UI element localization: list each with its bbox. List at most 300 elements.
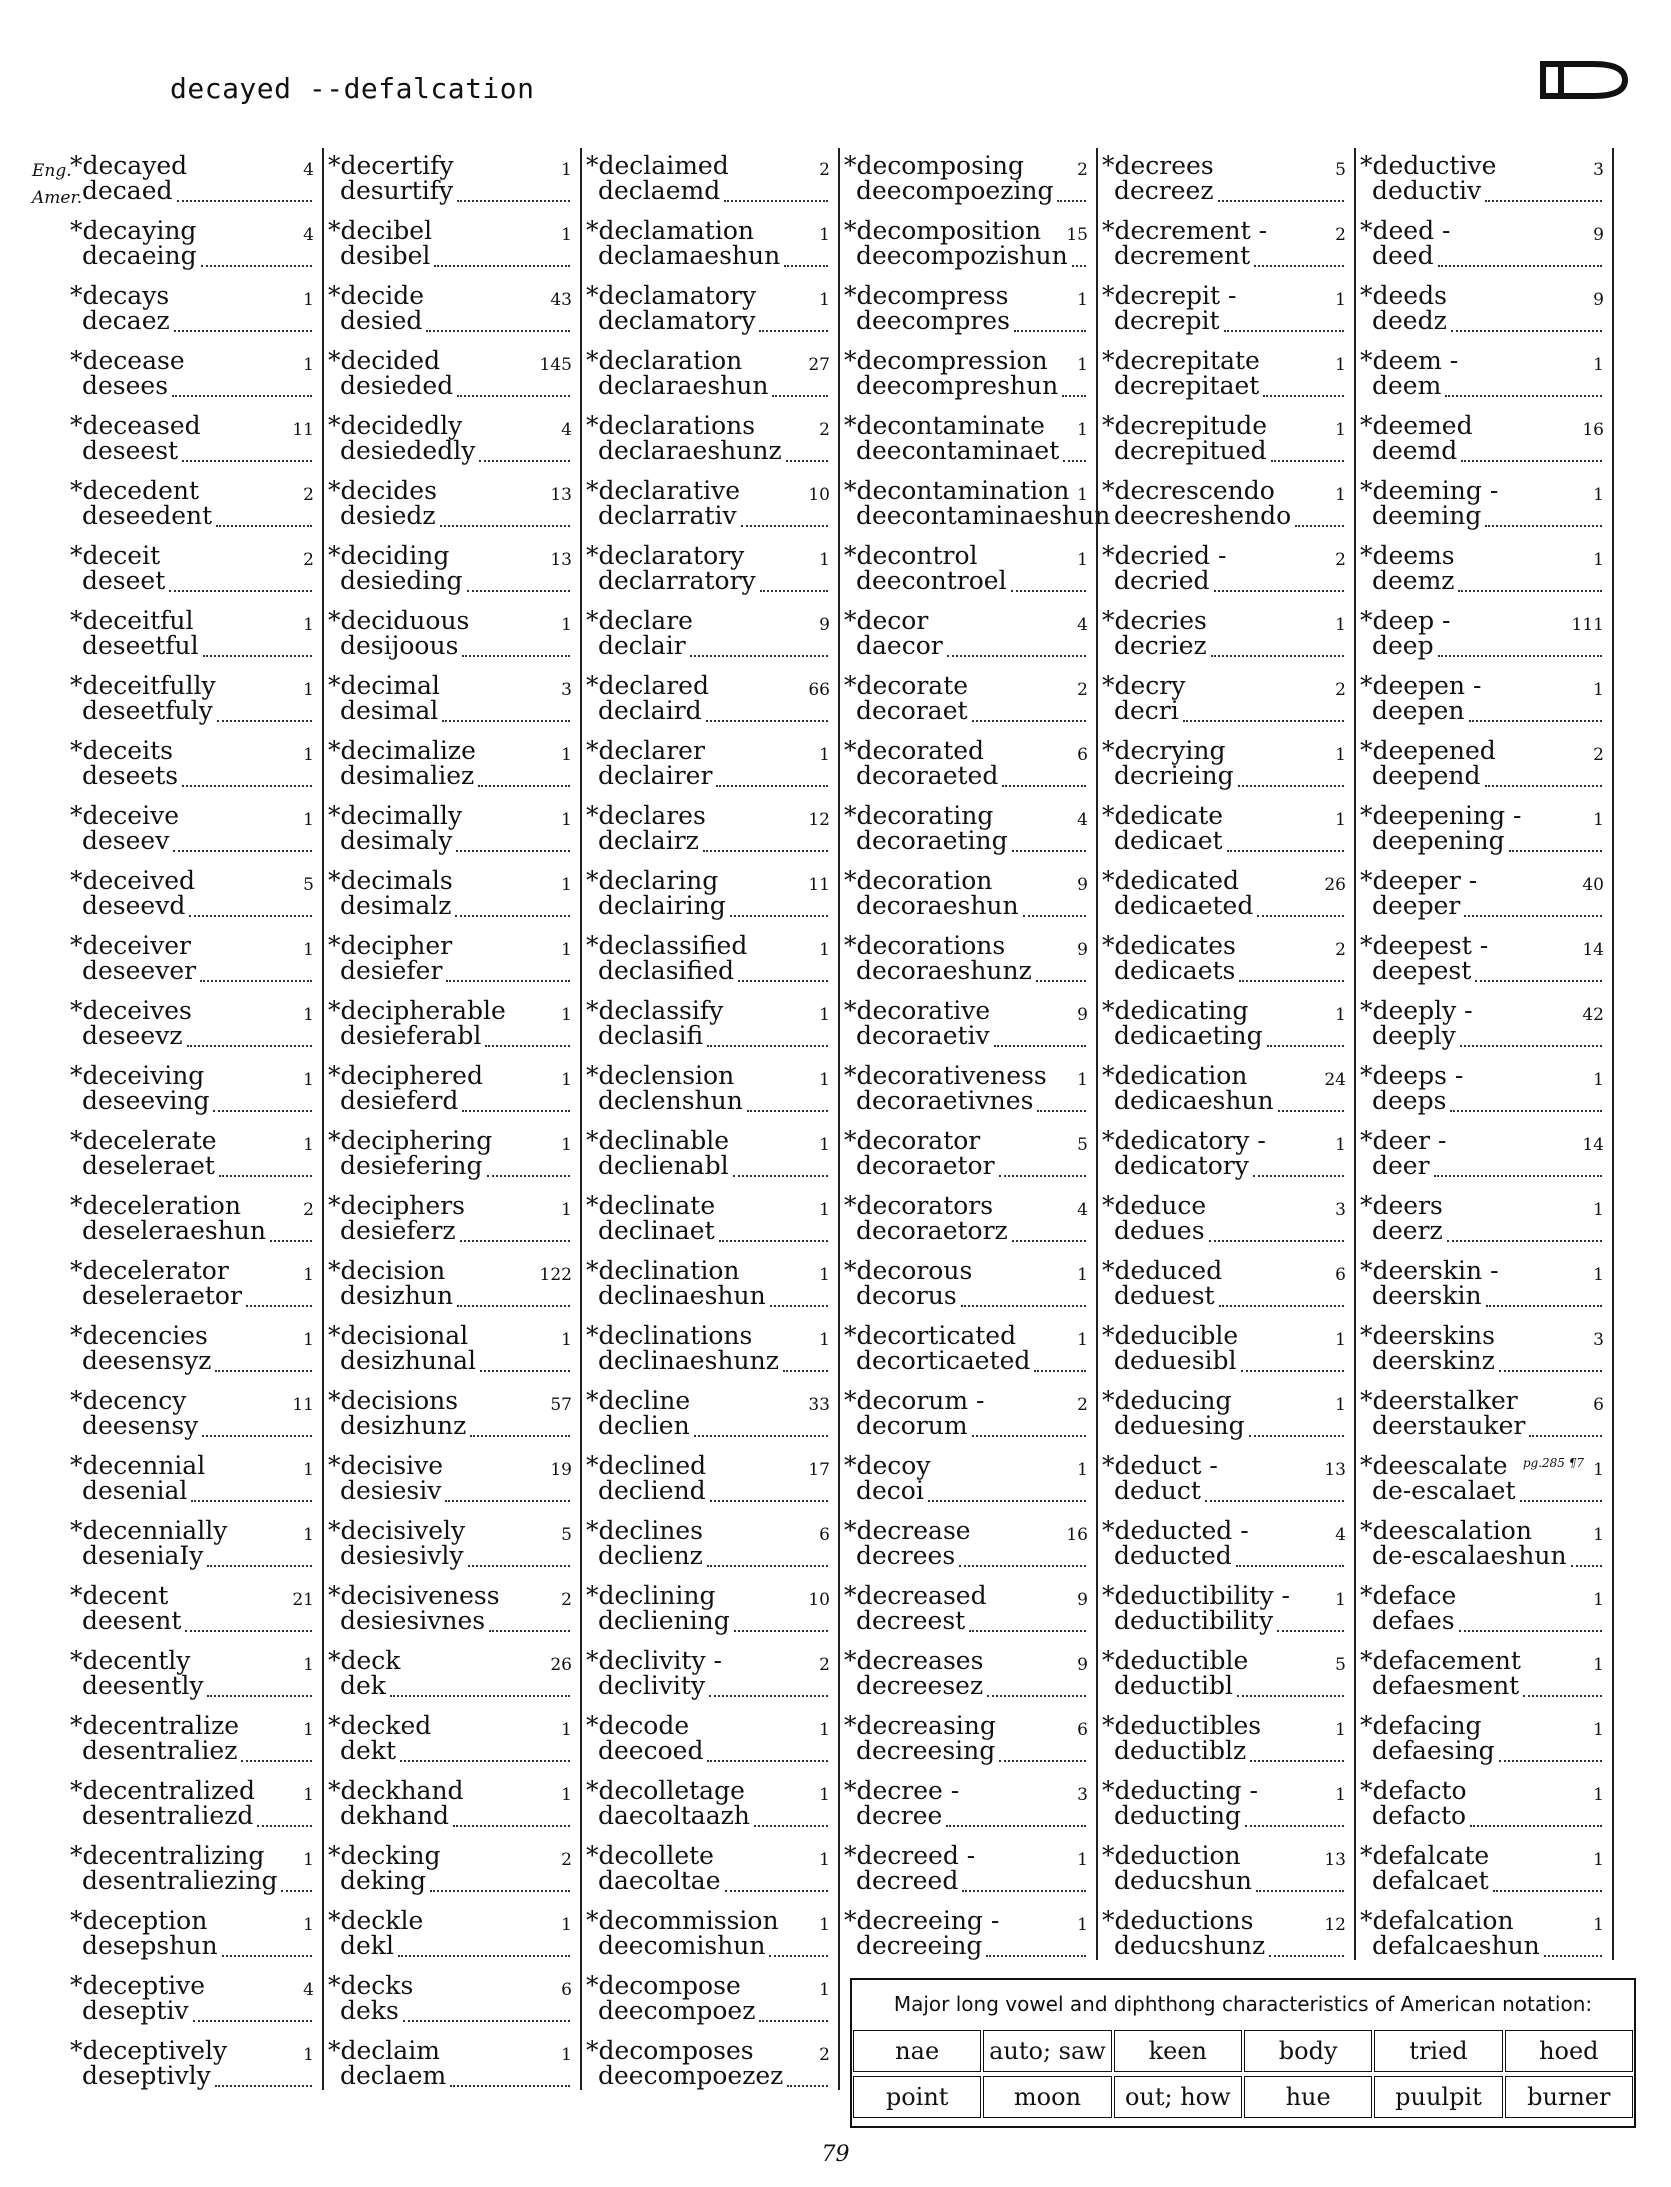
frequency-count: 1 (819, 1980, 830, 2000)
frequency-count: 1 (819, 1915, 830, 1935)
entry-row (70, 1643, 316, 1708)
dotted-leader (1254, 265, 1344, 267)
entry-row (586, 213, 832, 278)
english-word: *declassify (586, 996, 724, 1025)
english-word: *deceive (70, 801, 180, 830)
entry-row (1360, 473, 1606, 538)
english-word: *deems (1360, 541, 1455, 570)
american-spelling: deesensy (82, 1411, 199, 1440)
entry-row (328, 473, 574, 538)
eng-label: Eng. (32, 161, 72, 181)
dotted-leader (694, 1435, 828, 1437)
american-spelling: decoraeshun (856, 891, 1019, 920)
dotted-leader (462, 655, 570, 657)
dotted-leader (1295, 525, 1344, 527)
frequency-count: 1 (1593, 355, 1604, 375)
dotted-leader (1445, 395, 1602, 397)
dotted-leader (1529, 1435, 1602, 1437)
english-word: *dedicating (1102, 996, 1249, 1025)
entry-row (70, 343, 316, 408)
american-spelling: deecontroel (856, 566, 1007, 595)
entry-row (1102, 473, 1348, 538)
frequency-count: 57 (550, 1395, 572, 1415)
american-spelling: deesensyz (82, 1346, 212, 1375)
frequency-count: 1 (819, 290, 830, 310)
dotted-leader (1209, 1240, 1344, 1242)
frequency-count: 13 (550, 485, 572, 505)
american-spelling: desiesivnes (340, 1606, 486, 1635)
frequency-count: 1 (819, 1200, 830, 1220)
frequency-count: 1 (561, 615, 572, 635)
page-header-title: decayed --defalcation (170, 72, 535, 105)
american-spelling: de-escalaeshun (1372, 1541, 1567, 1570)
american-spelling: deepest (1372, 956, 1472, 985)
entry-row (586, 1643, 832, 1708)
english-word: *declaim (328, 2036, 440, 2065)
english-word: *declamatory (586, 281, 756, 310)
english-word: *decorator (844, 1126, 981, 1155)
frequency-count: 6 (1593, 1395, 1604, 1415)
frequency-count: 1 (1593, 550, 1604, 570)
american-spelling: deductibility (1114, 1606, 1274, 1635)
dotted-leader (719, 1240, 828, 1242)
english-word: *deepest - (1360, 931, 1489, 960)
american-spelling: deseetfuly (82, 696, 213, 725)
frequency-count: 1 (303, 1525, 314, 1545)
american-spelling: desiesiv (340, 1476, 442, 1505)
english-word: *decides (328, 476, 437, 505)
american-spelling: declamatory (598, 306, 756, 335)
frequency-count: 9 (1077, 1655, 1088, 1675)
american-spelling: dedicaeshun (1114, 1086, 1274, 1115)
frequency-count: 1 (303, 1330, 314, 1350)
entry-row (1102, 213, 1348, 278)
american-spelling: deseleraet (82, 1151, 215, 1180)
entry-row (1360, 1253, 1606, 1318)
entry-row (1102, 1318, 1348, 1383)
entry-row (844, 1318, 1090, 1383)
english-word: *deceit (70, 541, 161, 570)
dotted-leader (741, 525, 828, 527)
frequency-count: 1 (303, 1915, 314, 1935)
english-word: *deductions (1102, 1906, 1254, 1935)
dotted-leader (457, 200, 570, 202)
entry-row (844, 668, 1090, 733)
dotted-leader (1037, 1110, 1086, 1112)
american-spelling: desiefering (340, 1151, 483, 1180)
american-spelling: desieding (340, 566, 463, 595)
american-spelling: decorticaeted (856, 1346, 1031, 1375)
frequency-count: 14 (1582, 1135, 1604, 1155)
entry-row (70, 1383, 316, 1448)
english-word: *deduce (1102, 1191, 1207, 1220)
entry-row (844, 1578, 1090, 1643)
american-spelling: declinaeshunz (598, 1346, 779, 1375)
american-spelling: decrement (1114, 241, 1251, 270)
frequency-count: 1 (819, 225, 830, 245)
english-word: *deceiving (70, 1061, 205, 1090)
frequency-count: 11 (292, 1395, 314, 1415)
american-spelling: desizhun (340, 1281, 454, 1310)
dotted-leader (478, 785, 570, 787)
english-word: *deeming - (1360, 476, 1499, 505)
frequency-count: 122 (539, 1265, 572, 1285)
entry-row (70, 798, 316, 863)
american-spelling: deseeving (82, 1086, 210, 1115)
dotted-leader (710, 1500, 828, 1502)
entry-row (844, 1448, 1090, 1513)
english-word: *deescalation (1360, 1516, 1532, 1545)
dotted-leader (1269, 1955, 1344, 1957)
legend-cell: tried (1374, 2030, 1502, 2072)
dotted-leader (999, 1760, 1086, 1762)
american-spelling: desenial (82, 1476, 188, 1505)
entry-row (328, 603, 574, 668)
english-word: *deed - (1360, 216, 1451, 245)
american-spelling: dekl (340, 1931, 394, 1960)
frequency-count: 13 (1324, 1850, 1346, 1870)
entry-row (844, 1903, 1090, 1968)
american-spelling: deer (1372, 1151, 1430, 1180)
entry-row (328, 1903, 574, 1968)
entry-row (844, 1513, 1090, 1578)
english-word: *decks (328, 1971, 414, 2000)
entry-row (1360, 1643, 1606, 1708)
dotted-leader (709, 1695, 828, 1697)
entry-row (1360, 1903, 1606, 1968)
english-word: *deeds (1360, 281, 1447, 310)
dotted-leader (442, 720, 570, 722)
english-word: *declined (586, 1451, 707, 1480)
frequency-count: 43 (550, 290, 572, 310)
dotted-leader (1434, 1175, 1602, 1177)
american-spelling: desizhunz (340, 1411, 467, 1440)
entry-row (1102, 278, 1348, 343)
legend-cell: keen (1114, 2030, 1242, 2072)
dotted-leader (1451, 330, 1602, 332)
dotted-leader (1464, 915, 1602, 917)
entry-row (1102, 1708, 1348, 1773)
frequency-count: 4 (303, 225, 314, 245)
dotted-leader (207, 1565, 312, 1567)
american-spelling: decriez (1114, 631, 1207, 660)
american-spelling: desiesivly (340, 1541, 464, 1570)
american-spelling: decoi (856, 1476, 924, 1505)
frequency-count: 4 (303, 1980, 314, 2000)
frequency-count: 1 (1593, 810, 1604, 830)
frequency-count: 2 (303, 1200, 314, 1220)
entry-row (1102, 1773, 1348, 1838)
dotted-leader (1263, 395, 1344, 397)
dotted-leader (445, 1500, 570, 1502)
english-word: *deception (70, 1906, 208, 1935)
frequency-count: 1 (1077, 1265, 1088, 1285)
entry-row (844, 408, 1090, 473)
entry-row (1360, 213, 1606, 278)
dotted-leader (1238, 785, 1344, 787)
frequency-count: 5 (1335, 160, 1346, 180)
american-spelling: deecompozishun (856, 241, 1068, 270)
dotted-leader (1459, 1630, 1602, 1632)
dotted-leader (733, 1175, 828, 1177)
american-spelling: deepening (1372, 826, 1505, 855)
entry-row (1360, 1838, 1606, 1903)
frequency-count: 9 (819, 615, 830, 635)
entry-row (1360, 1513, 1606, 1578)
frequency-count: 2 (819, 160, 830, 180)
legend-cell: moon (983, 2076, 1111, 2118)
entry-row (328, 1058, 574, 1123)
american-spelling: decaeing (82, 241, 197, 270)
frequency-count: 16 (1582, 420, 1604, 440)
dotted-leader (453, 1825, 570, 1827)
english-word: *decentralized (70, 1776, 256, 1805)
english-word: *decontrol (844, 541, 978, 570)
american-spelling: desimal (340, 696, 439, 725)
english-word: *declarations (586, 411, 756, 440)
american-spelling: declien (598, 1411, 690, 1440)
english-word: *deciding (328, 541, 450, 570)
entry-row (70, 538, 316, 603)
american-spelling: decaez (82, 306, 170, 335)
frequency-count: 1 (819, 1005, 830, 1025)
american-spelling: deecompoezez (598, 2061, 784, 2090)
american-spelling: deesent (82, 1606, 182, 1635)
entry-row (1102, 798, 1348, 863)
english-word: *decorating (844, 801, 994, 830)
frequency-count: 1 (561, 1005, 572, 1025)
english-word: *decent (70, 1581, 169, 1610)
american-spelling: deemd (1372, 436, 1458, 465)
amer-label: Amer. (32, 188, 83, 208)
english-word: *decisive (328, 1451, 444, 1480)
english-word: *decompression (844, 346, 1048, 375)
frequency-count: 1 (1335, 290, 1346, 310)
dotted-leader (1493, 1890, 1602, 1892)
legend-cell: hue (1244, 2076, 1372, 2118)
dotted-leader (182, 460, 312, 462)
frequency-count: 3 (1593, 1330, 1604, 1350)
dotted-leader (754, 1825, 828, 1827)
english-word: *decently (70, 1646, 191, 1675)
frequency-count: 1 (561, 1200, 572, 1220)
american-spelling: declenshun (598, 1086, 743, 1115)
entry-row (70, 1318, 316, 1383)
american-spelling: defalcaeshun (1372, 1931, 1540, 1960)
english-word: *decennially (70, 1516, 228, 1545)
american-spelling: deducting (1114, 1801, 1242, 1830)
dotted-leader (1571, 1565, 1602, 1567)
frequency-count: 11 (808, 875, 830, 895)
entry-row (70, 1968, 316, 2033)
american-spelling: desijoous (340, 631, 459, 660)
dotted-leader (1458, 590, 1602, 592)
english-word: *decrees (1102, 151, 1214, 180)
entry-row (844, 1643, 1090, 1708)
american-spelling: deseevz (82, 1021, 183, 1050)
frequency-count: 1 (303, 940, 314, 960)
entry-row (1102, 1838, 1348, 1903)
entry-row (586, 538, 832, 603)
american-spelling: de-escalaet (1372, 1476, 1516, 1505)
american-spelling: declairz (598, 826, 699, 855)
american-spelling: decoraeting (856, 826, 1008, 855)
entry-row (1360, 1123, 1606, 1188)
american-spelling: deecomishun (598, 1931, 766, 1960)
english-word: *dedicated (1102, 866, 1240, 895)
frequency-count: 1 (1077, 1460, 1088, 1480)
english-word: *deepening - (1360, 801, 1522, 830)
entry-row (586, 473, 832, 538)
frequency-count: 1 (303, 355, 314, 375)
american-spelling: decrieing (1114, 761, 1234, 790)
dotted-leader (787, 2085, 828, 2087)
dotted-leader (1461, 460, 1602, 462)
frequency-count: 1 (1335, 1785, 1346, 1805)
entry-row (1360, 1383, 1606, 1448)
dotted-leader (1183, 720, 1344, 722)
entry-row (586, 1318, 832, 1383)
entry-row (1360, 1058, 1606, 1123)
american-spelling: declaird (598, 696, 702, 725)
entry-row (1102, 1058, 1348, 1123)
legend-cell: body (1244, 2030, 1372, 2072)
dotted-leader (1241, 1370, 1344, 1372)
frequency-count: 16 (1066, 1525, 1088, 1545)
frequency-count: 2 (819, 420, 830, 440)
dotted-leader (747, 1110, 828, 1112)
entry-row (328, 278, 574, 343)
entry-row (328, 343, 574, 408)
entry-row (328, 1383, 574, 1448)
dotted-leader (759, 2020, 828, 2022)
frequency-count: 1 (303, 1850, 314, 1870)
american-spelling: desieferz (340, 1216, 456, 1245)
english-word: *decomposing (844, 151, 1025, 180)
dotted-leader (201, 265, 312, 267)
english-word: *decisional (328, 1321, 469, 1350)
english-word: *decedent (70, 476, 200, 505)
entry-row (1360, 148, 1606, 213)
american-spelling: deseedent (82, 501, 213, 530)
entry-row (328, 863, 574, 928)
dotted-leader (1236, 1565, 1344, 1567)
american-spelling: desiededly (340, 436, 476, 465)
dotted-leader (784, 265, 828, 267)
frequency-count: 1 (1335, 1720, 1346, 1740)
entry-row (70, 408, 316, 473)
dotted-leader (191, 1500, 312, 1502)
entry-row (70, 1123, 316, 1188)
american-spelling: decorus (856, 1281, 957, 1310)
entry-row (1360, 1188, 1606, 1253)
entry-row (586, 1188, 832, 1253)
dotted-leader (1485, 200, 1602, 202)
dotted-leader (999, 1175, 1086, 1177)
dotted-leader (1256, 1890, 1344, 1892)
english-word: *decomposition (844, 216, 1042, 245)
frequency-count: 1 (1077, 290, 1088, 310)
frequency-count: 3 (561, 680, 572, 700)
entry-row (1360, 993, 1606, 1058)
entry-row (844, 343, 1090, 408)
entry-row (70, 1513, 316, 1578)
english-word: *decorative (844, 996, 991, 1025)
entry-row (1102, 1643, 1348, 1708)
american-spelling: desieded (340, 371, 454, 400)
american-spelling: deecreshendo (1114, 501, 1292, 530)
english-word: *decreased (844, 1581, 987, 1610)
dotted-leader (1460, 1045, 1602, 1047)
frequency-count: 5 (303, 875, 314, 895)
entry-row (586, 2033, 832, 2098)
american-spelling: deesently (82, 1671, 204, 1700)
english-word: *deepen - (1360, 671, 1482, 700)
english-word: *decolletage (586, 1776, 745, 1805)
entry-row (1360, 1318, 1606, 1383)
dotted-leader (703, 850, 828, 852)
dotted-leader (1218, 200, 1344, 202)
american-spelling: deductibl (1114, 1671, 1233, 1700)
dotted-leader (1499, 1370, 1602, 1372)
american-spelling: defaesing (1372, 1736, 1495, 1765)
english-word: *deep - (1360, 606, 1451, 635)
american-spelling: decrepit (1114, 306, 1220, 335)
entry-row (586, 1058, 832, 1123)
frequency-count: 1 (561, 940, 572, 960)
entry-row (1102, 668, 1348, 733)
american-spelling: decaed (82, 176, 173, 205)
entry-row (586, 1903, 832, 1968)
entry-row (844, 1773, 1090, 1838)
english-word: *defacing (1360, 1711, 1482, 1740)
english-word: *dedicates (1102, 931, 1236, 960)
entry-row (328, 1708, 574, 1773)
english-word: *declinable (586, 1126, 730, 1155)
american-spelling: declairer (598, 761, 713, 790)
dotted-leader (487, 1175, 570, 1177)
entry-row (586, 1773, 832, 1838)
frequency-count: 3 (1077, 1785, 1088, 1805)
frequency-count: 5 (1335, 1655, 1346, 1675)
english-word: *decision (328, 1256, 446, 1285)
entry-row (1102, 993, 1348, 1058)
english-word: *decompose (586, 1971, 741, 2000)
english-word: *deceiver (70, 931, 191, 960)
dotted-leader (706, 720, 828, 722)
english-word: *decibel (328, 216, 433, 245)
american-spelling: dekt (340, 1736, 396, 1765)
dotted-leader (947, 655, 1086, 657)
english-word: *decide (328, 281, 425, 310)
english-word: *dedication (1102, 1061, 1248, 1090)
english-word: *decided (328, 346, 441, 375)
frequency-count: 1 (819, 1070, 830, 1090)
english-word: *declared (586, 671, 709, 700)
frequency-count: 6 (561, 1980, 572, 2000)
frequency-count: 1 (1593, 1200, 1604, 1220)
frequency-count: 2 (303, 550, 314, 570)
entry-row (1102, 1383, 1348, 1448)
english-word: *dedicate (1102, 801, 1224, 830)
english-word: *decimally (328, 801, 463, 830)
frequency-count: 1 (303, 1720, 314, 1740)
entry-row (70, 1058, 316, 1123)
english-word: *decelerator (70, 1256, 229, 1285)
english-word: *deem - (1360, 346, 1459, 375)
english-word: *decorations (844, 931, 1006, 960)
frequency-count: 1 (819, 940, 830, 960)
